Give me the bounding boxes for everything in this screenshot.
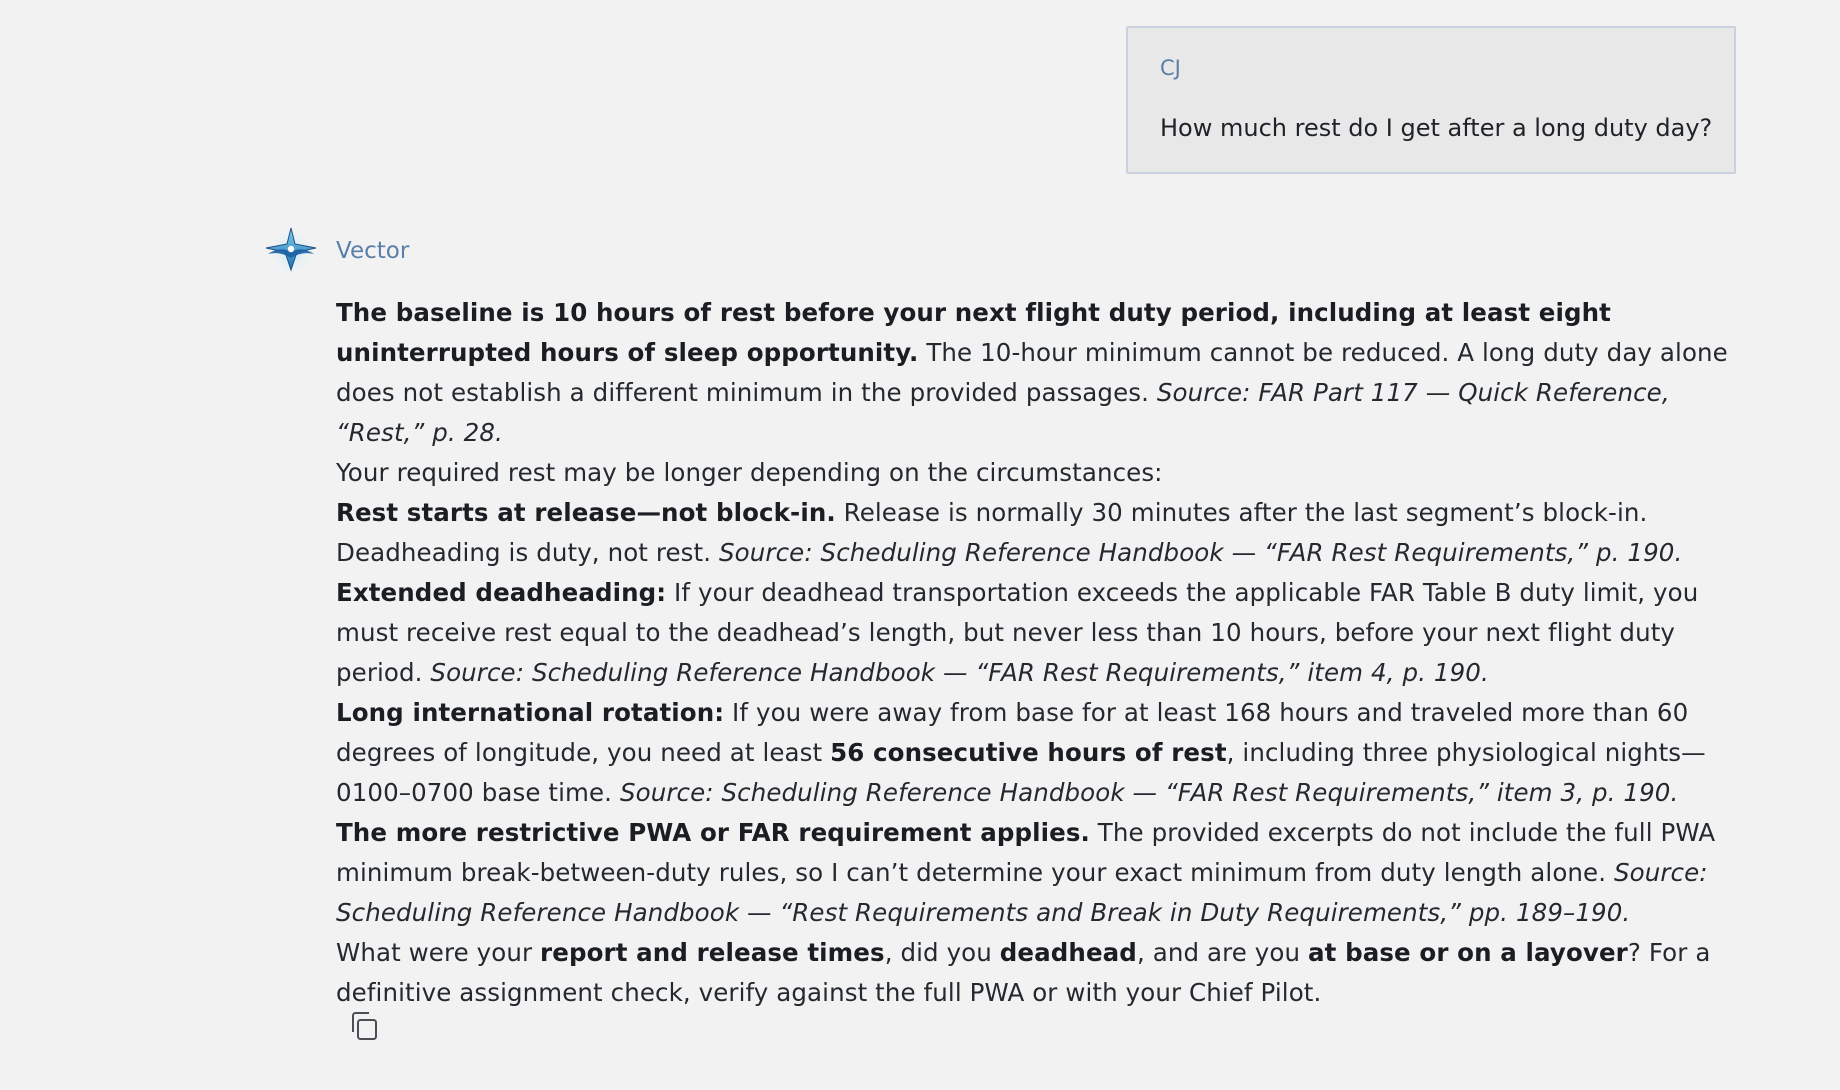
bold-text: report and release times <box>540 938 885 967</box>
bold-text: The more restrictive PWA or FAR requirement applies. <box>336 818 1090 847</box>
user-message-bubble <box>1126 26 1736 174</box>
source-citation: Source: Scheduling Reference Handbook — “Rest Requirements and Break in Duty Requirements,” pp. 189–190. <box>336 858 1708 927</box>
answer-paragraph <box>336 453 1736 493</box>
source-citation: Source: Scheduling Reference Handbook — “FAR Rest Requirements,” item 4, p. 190. <box>430 658 1489 687</box>
assistant-name: Vector <box>336 238 410 264</box>
answer-paragraph <box>336 493 1736 573</box>
answer-text: , did you <box>884 938 1000 967</box>
bold-text: Rest starts at release—not block-in. <box>336 498 836 527</box>
answer-paragraph <box>336 573 1736 693</box>
answer-text: Release is normally 30 minutes after the last segment’s block-in. Deadheading is duty, not rest. <box>336 498 1648 567</box>
answer-paragraph <box>336 293 1736 453</box>
source-citation: Source: Scheduling Reference Handbook — “FAR Rest Requirements,” item 3, p. 190. <box>619 778 1679 807</box>
answer-text: ? For a definitive assignment check, verify against the full PWA or with your Chief Pilot. <box>336 938 1711 1007</box>
answer-paragraph <box>336 813 1736 933</box>
bold-text: Extended deadheading: <box>336 578 667 607</box>
answer-text: If your deadhead transportation exceeds the applicable FAR Table B duty limit, you must receive rest equal to the deadhead’s length, but never less than 10 hours, before your next flight duty period. <box>336 578 1699 687</box>
assistant-answer <box>336 293 1736 1013</box>
answer-text: , and are you <box>1136 938 1309 967</box>
answer-paragraph <box>336 693 1736 813</box>
answer-paragraph <box>336 933 1736 1013</box>
copy-button[interactable] <box>342 1004 386 1048</box>
bold-text: at base or on a layover <box>1308 938 1628 967</box>
bold-text: 56 consecutive hours of rest <box>830 738 1227 767</box>
copy-icon <box>347 1009 381 1043</box>
user-message-text: How much rest do I get after a long duty day? <box>1160 114 1713 142</box>
answer-text: Your required rest may be longer depending on the circumstances: <box>336 458 1163 487</box>
answer-text: If you were away from base for at least 168 hours and traveled more than 60 degrees of longitude, you need at least <box>336 698 1689 767</box>
answer-text: The 10-hour minimum cannot be reduced. A long duty day alone does not establish a different minimum in the provided passages. <box>336 338 1728 407</box>
answer-text: What were your <box>336 938 541 967</box>
source-citation: Source: FAR Part 117 — Quick Reference, “Rest,” p. 28. <box>336 378 1670 447</box>
bold-text: deadhead <box>999 938 1137 967</box>
user-author-name: CJ <box>1160 56 1181 80</box>
source-citation: Source: Scheduling Reference Handbook — “FAR Rest Requirements,” p. 190. <box>719 538 1683 567</box>
vector-logo-icon <box>262 224 320 274</box>
bold-text: The baseline is 10 hours of rest before your next flight duty period, including at least eight uninterrupted hours of sleep opportunity. <box>336 298 1611 367</box>
answer-text: The provided excerpts do not include the full PWA minimum break-between-duty rules, so I can’t determine your exact minimum from duty length alone. <box>336 818 1716 887</box>
answer-text: , including three physiological nights—0100–0700 base time. <box>336 738 1706 807</box>
bold-text: Long international rotation: <box>336 698 725 727</box>
